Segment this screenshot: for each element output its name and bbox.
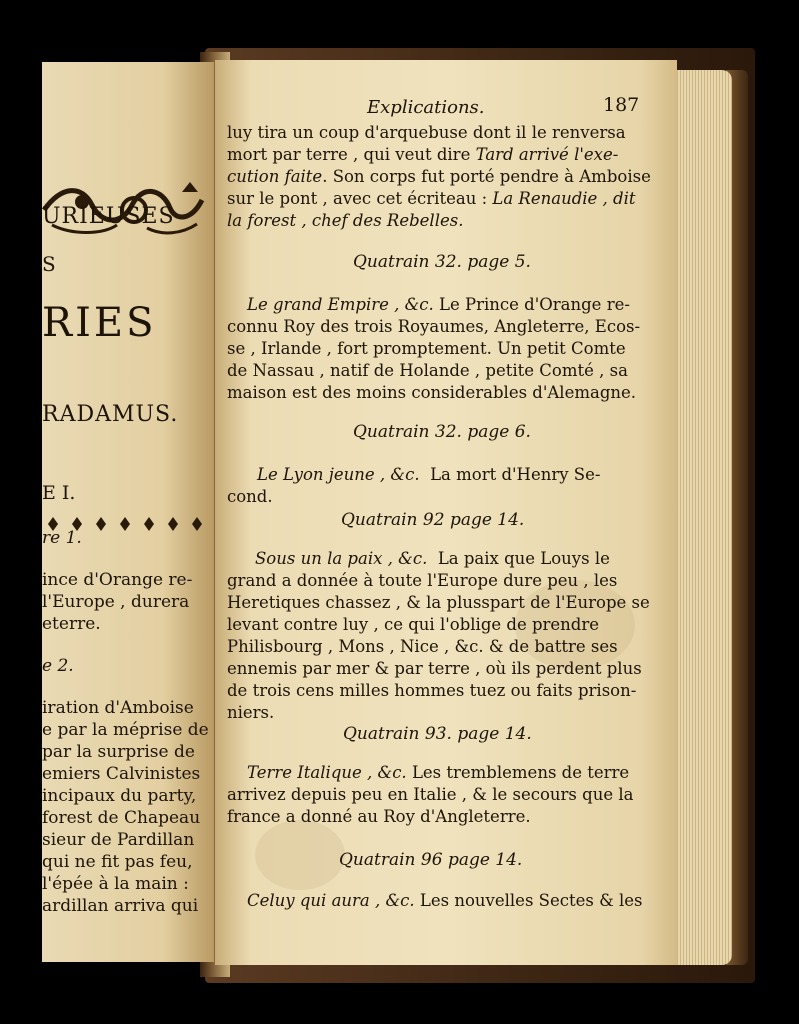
section-3-line-1: Sous un la paix , &c. La paix que Louys le (255, 549, 610, 568)
section-2-line-1: Le Lyon jeune , &c. La mort d'Henry Se- (257, 465, 601, 484)
intro-line-1: luy tira un coup d'arquebuse dont il le renversa (227, 123, 626, 142)
left-text-2-7: sieur de Pardillan (42, 830, 195, 850)
left-text-1-1: ince d'Orange re- (42, 570, 193, 590)
left-text-1-2: l'Europe , durera (42, 592, 190, 612)
left-title-line-2: RIES (42, 300, 157, 346)
section-2-line-2: cond. (227, 487, 273, 506)
section-3-line-8: niers. (227, 703, 275, 722)
section-heading-2: Quatrain 32. page 6. (353, 422, 531, 442)
section-4-line-3: france a donné au Roy d'Angleterre. (227, 807, 531, 826)
section-4-line-2: arrivez depuis peu en Italie , & le secours que la (227, 785, 634, 804)
section-heading-4: Quatrain 93. page 14. (343, 724, 532, 744)
running-head: Explications. (367, 97, 485, 118)
left-title-s: S (42, 252, 56, 276)
intro-line-5: la forest , chef des Rebelles. (227, 211, 464, 230)
left-ref-2: e 2. (42, 656, 74, 676)
left-chapter: E I. (42, 482, 76, 504)
section-3-line-6: ennemis par mer & par terre , où ils perdent plus (227, 659, 642, 678)
page-number: 187 (603, 94, 640, 116)
left-text-2-8: qui ne fit pas feu, (42, 852, 193, 872)
left-text-2-9: l'épée à la main : (42, 874, 189, 894)
left-ref-1: re 1. (42, 528, 82, 548)
section-3-line-7: de trois cens milles hommes tuez ou faits prison- (227, 681, 637, 700)
intro-line-2: mort par terre , qui veut dire Tard arrivé l'exe- (227, 145, 619, 164)
left-title-line-1: URIEUSES (42, 204, 175, 229)
section-3-line-3: Heretiques chassez , & la plusspart de l'Europe se (227, 593, 650, 612)
section-3-line-4: levant contre luy , ce qui l'oblige de prendre (227, 615, 600, 634)
section-3-line-5: Philisbourg , Mons , Nice , &c. & de battre ses (227, 637, 618, 656)
left-title-line-3: RADAMUS. (42, 402, 179, 427)
left-text-2-1: iration d'Amboise (42, 698, 194, 718)
left-page (42, 62, 214, 962)
right-page (215, 60, 677, 965)
section-heading-1: Quatrain 32. page 5. (353, 252, 531, 272)
left-text-2-5: incipaux du party, (42, 786, 197, 806)
section-1-line-3: se , Irlande , fort promptement. Un petit Comte (227, 339, 626, 358)
section-1-line-4: de Nassau , natif de Holande , petite Comté , sa (227, 361, 628, 380)
intro-line-4: sur le pont , avec cet écriteau : La Renaudie , dit (227, 189, 636, 208)
intro-line-3: cution faite. Son corps fut porté pendre à Amboise (227, 167, 651, 186)
left-text-2-6: forest de Chapeau (42, 808, 201, 828)
left-text-2-4: emiers Calvinistes (42, 764, 201, 784)
left-text-1-3: eterre. (42, 614, 101, 634)
left-text-2-3: par la surprise de (42, 742, 195, 762)
page-edges (672, 70, 732, 965)
left-text-2-2: e par la méprise de (42, 720, 209, 740)
section-4-line-1: Terre Italique , &c. Les tremblemens de terre (247, 763, 630, 782)
section-1-line-2: connu Roy des trois Royaumes, Angleterre, Ecos- (227, 317, 641, 336)
section-heading-5: Quatrain 96 page 14. (339, 850, 523, 870)
section-1-line-5: maison est des moins considerables d'Alemagne. (227, 383, 637, 402)
section-3-line-2: grand a donnée à toute l'Europe dure peu , les (227, 571, 618, 590)
section-5-line-1: Celuy qui aura , &c. Les nouvelles Sectes & les (247, 891, 643, 910)
section-heading-3: Quatrain 92 page 14. (341, 510, 525, 530)
left-text-2-10: ardillan arriva qui (42, 896, 199, 916)
section-1-line-1: Le grand Empire , &c. Le Prince d'Orange re- (247, 295, 630, 314)
